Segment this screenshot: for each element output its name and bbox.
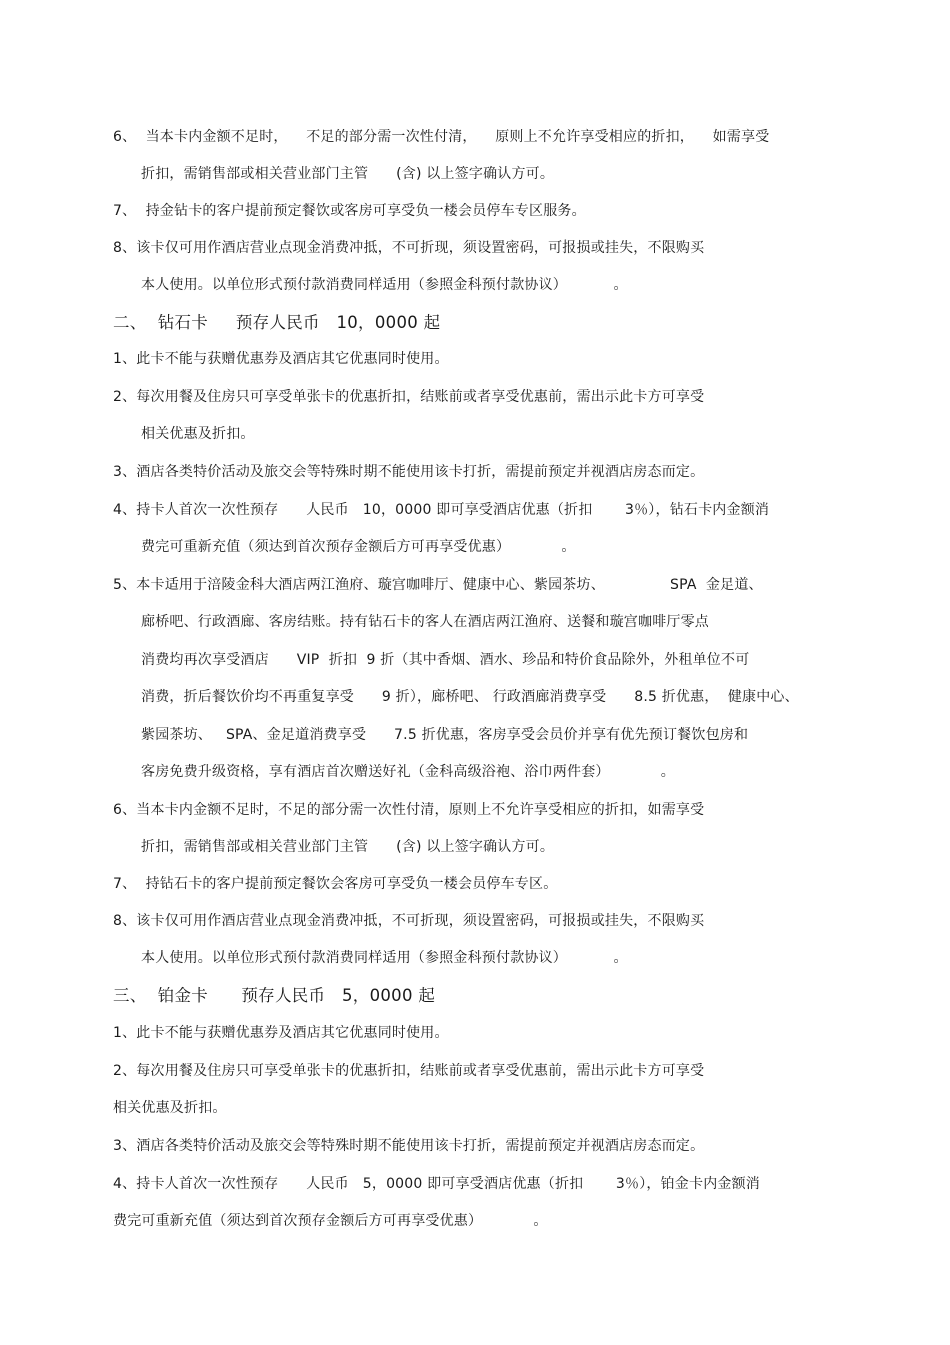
clause-8-line-1: 8、该卡仅可用作酒店营业点现金消费冲抵，不可折现，须设置密码，可报损或挂失，不限购买 bbox=[113, 240, 705, 256]
platinum-clause-4-line-2: 费完可重新充值（须达到首次预存金额后方可再享受优惠） 。 bbox=[113, 1213, 548, 1229]
diamond-clause-4-line-2: 费完可重新充值（须达到首次预存金额后方可再享受优惠） 。 bbox=[141, 539, 576, 555]
section-heading-platinum-card: 三、 铂金卡 预存人民币 5，0000 起 bbox=[113, 986, 436, 1005]
diamond-clause-4-line-1: 4、持卡人首次一次性预存 人民币 10，0000 即可享受酒店优惠（折扣 3％），钻石卡内金额消 bbox=[113, 502, 770, 518]
diamond-clause-5-line-4: 消费，折后餐饮价均不再重复享受 9 折），廊桥吧、 行政酒廊消费享受 8.5 折优惠， 健康中心、 bbox=[141, 689, 799, 705]
diamond-clause-5-line-3: 消费均再次享受酒店 VIP 折扣 9 折（其中香烟、酒水、珍品和特价食品除外，外租单位不可 bbox=[141, 652, 750, 668]
section-heading-diamond-card: 二、 钻石卡 预存人民币 10，0000 起 bbox=[113, 313, 441, 332]
diamond-clause-8-line-1: 8、该卡仅可用作酒店营业点现金消费冲抵，不可折现，须设置密码，可报损或挂失，不限购买 bbox=[113, 913, 705, 929]
diamond-clause-1: 1、此卡不能与获赠优惠券及酒店其它优惠同时使用。 bbox=[113, 351, 449, 367]
diamond-clause-8-line-2: 本人使用。以单位形式预付款消费同样适用（参照金科预付款协议） 。 bbox=[141, 950, 628, 966]
diamond-clause-6-line-2: 折扣，需销售部或相关营业部门主管 (含) 以上签字确认方可。 bbox=[141, 839, 555, 855]
diamond-clause-7: 7、 持钻石卡的客户提前预定餐饮会客房可享受负一楼会员停车专区。 bbox=[113, 876, 558, 892]
diamond-clause-5-line-6: 客房免费升级资格，享有酒店首次赠送好礼（金科高级浴袍、浴巾两件套） 。 bbox=[141, 764, 675, 780]
diamond-clause-2-line-2: 相关优惠及折扣。 bbox=[141, 426, 255, 442]
platinum-clause-1: 1、此卡不能与获赠优惠券及酒店其它优惠同时使用。 bbox=[113, 1025, 449, 1041]
clause-6-line-1: 6、 当本卡内金额不足时， 不足的部分需一次性付清， 原则上不允许享受相应的折扣， 如需享受 bbox=[113, 129, 770, 145]
platinum-clause-3: 3、酒店各类特价活动及旅交会等特殊时期不能使用该卡打折，需提前预定并视酒店房态而定。 bbox=[113, 1138, 705, 1154]
clause-6-line-2: 折扣，需销售部或相关营业部门主管 (含) 以上签字确认方可。 bbox=[141, 166, 555, 182]
diamond-clause-2-line-1: 2、每次用餐及住房只可享受单张卡的优惠折扣，结账前或者享受优惠前，需出示此卡方可享受 bbox=[113, 389, 705, 405]
clause-7: 7、 持金钻卡的客户提前预定餐饮或客房可享受负一楼会员停车专区服务。 bbox=[113, 203, 586, 219]
platinum-clause-4-line-1: 4、持卡人首次一次性预存 人民币 5，0000 即可享受酒店优惠（折扣 3％），铂金卡内金额消 bbox=[113, 1176, 761, 1192]
diamond-clause-3: 3、酒店各类特价活动及旅交会等特殊时期不能使用该卡打折，需提前预定并视酒店房态而定。 bbox=[113, 464, 705, 480]
diamond-clause-5-line-2: 廊桥吧、行政酒廊、客房结账。持有钻石卡的客人在酒店两江渔府、送餐和璇宫咖啡厅零点 bbox=[141, 614, 709, 630]
diamond-clause-6-line-1: 6、当本卡内金额不足时，不足的部分需一次性付清，原则上不允许享受相应的折扣，如需享受 bbox=[113, 802, 705, 818]
diamond-clause-5-line-5: 紫园茶坊、 SPA、金足道消费享受 7.5 折优惠，客房享受会员价并享有优先预订餐饮包房和 bbox=[141, 727, 749, 743]
clause-8-line-2: 本人使用。以单位形式预付款消费同样适用（参照金科预付款协议） 。 bbox=[141, 277, 628, 293]
platinum-clause-2-line-2: 相关优惠及折扣。 bbox=[113, 1100, 227, 1116]
platinum-clause-2-line-1: 2、每次用餐及住房只可享受单张卡的优惠折扣，结账前或者享受优惠前，需出示此卡方可享受 bbox=[113, 1063, 705, 1079]
diamond-clause-5-line-1: 5、本卡适用于涪陵金科大酒店两江渔府、璇宫咖啡厅、健康中心、紫园茶坊、 SPA 金足道、 bbox=[113, 577, 763, 593]
